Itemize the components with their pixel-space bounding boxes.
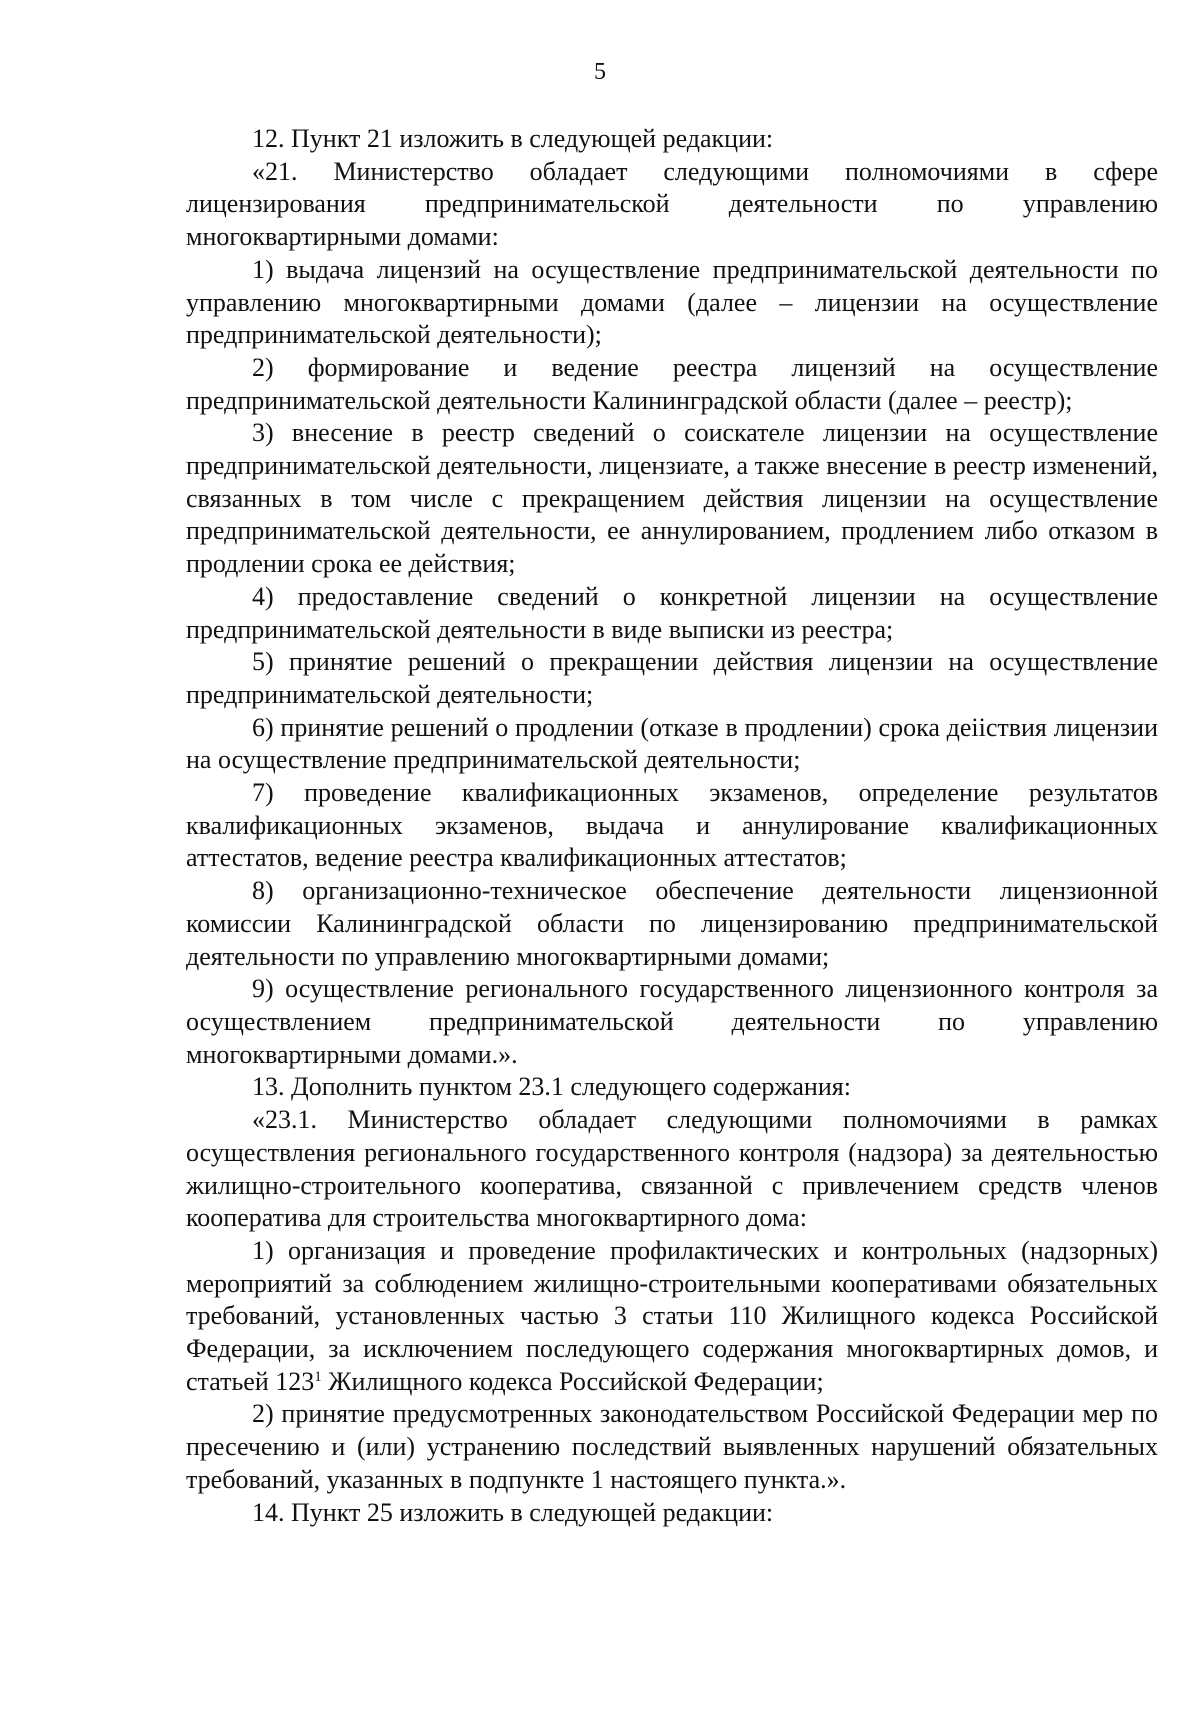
page-number: 5 xyxy=(594,59,606,85)
subitem-23-1-1-text: 1) организация и проведение профилактических и контрольных (надзорных) мероприятий за соблюдением жилищно-строительными кооперативами обязательных требований, установленных частью 3 статьи 110 Жилищного кодекса Российской Федерации, за исключением последующего содержания многоквартирных домов, и статьей 123 xyxy=(186,1235,1158,1396)
subitem-23-1-2: 2) принятие предусмотренных законодательством Российской Федерации мер по пресечению и (или) устранению последствий выявленных нарушений обязательных требований, указанных в подпункте 1 настоящего пункта.». xyxy=(186,1399,1158,1494)
paragraph-item-12-heading: 12. Пункт 21 изложить в следующей редакции: xyxy=(252,124,774,153)
subitem-21-5: 5) принятие решений о прекращении действия лицензии на осуществление предпринимательской деятельности; xyxy=(186,647,1158,709)
subitem-21-8: 8) организационно-техническое обеспечение деятельности лицензионной комиссии Калининградской области по лицензированию предпринимательской деятельности по управлению многоквартирными домами; xyxy=(186,876,1158,971)
article-superscript: 1 xyxy=(314,1368,322,1385)
subitem-21-3: 3) внесение в реестр сведений о соискателе лицензии на осуществление предпринимательской деятельности, лицензиате, а также внесение в реестр изменений, связанных в том числе с прекращением действия лицензии на осуществление предпринимательской деятельности, ее аннулированием, продлением либо отказом в продлении срока ее действия; xyxy=(186,418,1158,579)
paragraph-21-intro: «21. Министерство обладает следующими полномочиями в сфере лицензирования предпринимательской деятельности по управлению многоквартирными домами: xyxy=(186,156,1158,252)
subitem-21-4: 4) предоставление сведений о конкретной лицензии на осуществление предпринимательской деятельности в виде выписки из реестра; xyxy=(186,581,1158,644)
subitem-21-6: 6) принятие решений о продлении (отказе в продлении) срока деііствия лицензии на осуществление предпринимательской деятельности; xyxy=(186,712,1158,775)
paragraph-23-1-intro: «23.1. Министерство обладает следующими полномочиями в рамках осуществления регионального государственного контроля (надзора) за деятельностью жилищно-строительного кооператива, связанной с привлечением средств членов кооператива для строительства многоквартирного дома: xyxy=(186,1105,1158,1233)
subitem-21-7: 7) проведение квалификационных экзаменов, определение результатов квалификационных экзаменов, выдача и аннулирование квалификационных аттестатов, ведение реестра квалификационных аттестатов; xyxy=(186,778,1158,873)
document-body xyxy=(186,123,1158,1529)
subitem-21-2: 2) формирование и ведение реестра лицензий на осуществление предпринимательской деятельности Калининградской области (далее – реестр); xyxy=(186,352,1158,415)
paragraph-item-13-heading: 13. Дополнить пунктом 23.1 следующего содержания: xyxy=(252,1072,851,1102)
subitem-23-1-1 xyxy=(186,1235,1158,1399)
paragraph-item-14-heading: 14. Пункт 25 изложить в следующей редакции: xyxy=(252,1497,774,1527)
subitem-23-1-1-tail: Жилищного кодекса Российской Федерации; xyxy=(321,1366,824,1396)
subitem-21-1: 1) выдача лицензий на осуществление предпринимательской деятельности по управлению многоквартирными домами (далее – лицензии на осуществление предпринимательской деятельности); xyxy=(186,254,1158,350)
subitem-21-9: 9) осуществление регионального государственного лицензионного контроля за осуществлением предпринимательской деятельности по управлению многоквартирными домами.». xyxy=(186,974,1158,1069)
